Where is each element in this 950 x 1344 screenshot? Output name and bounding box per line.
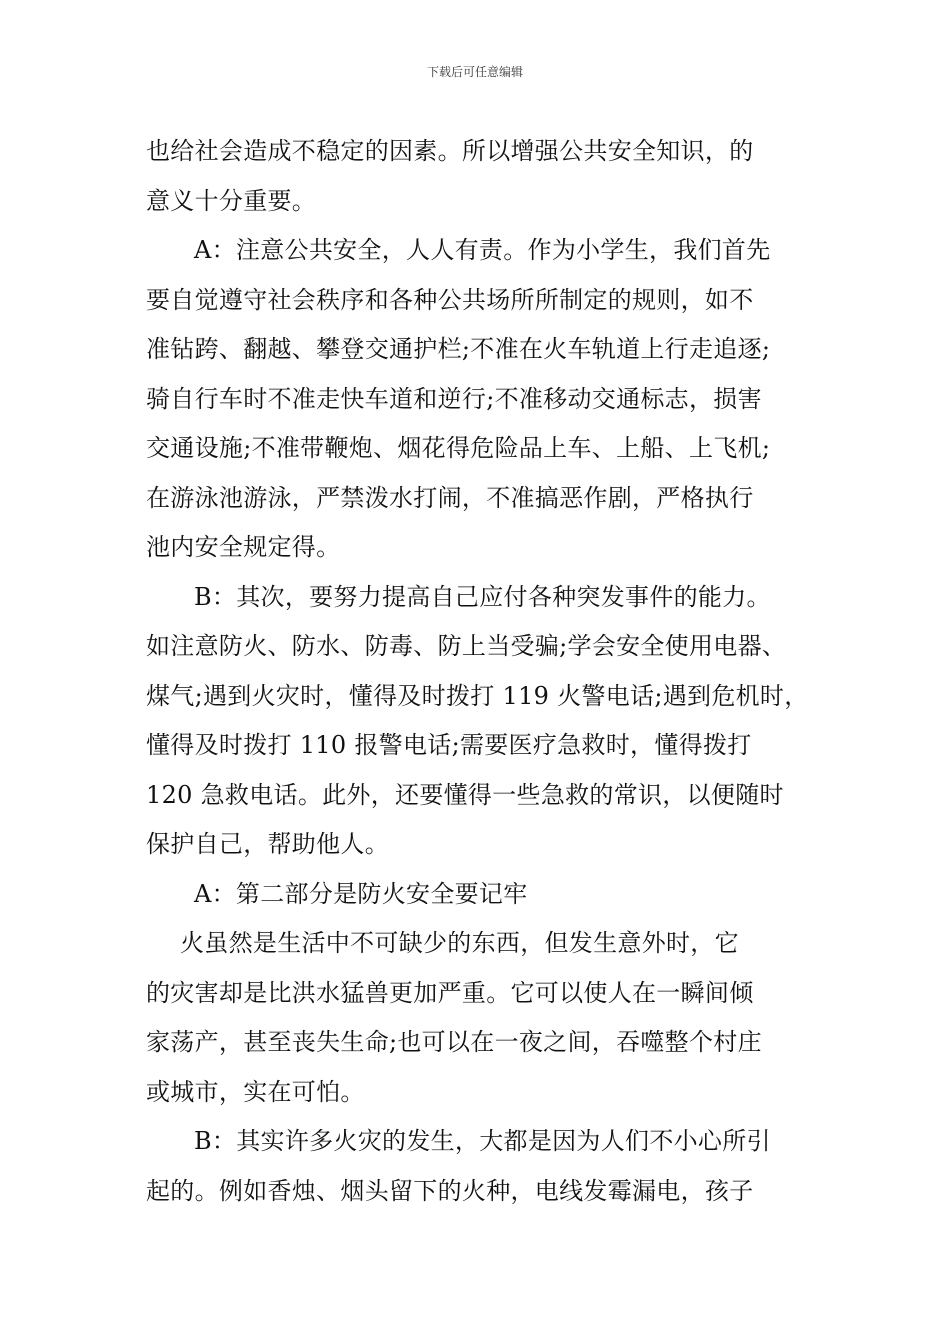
text-line: 起的。例如香烛、烟头留下的火种，电线发霉漏电，孩子 xyxy=(146,1176,754,1205)
text-line: B：其次，要努力提高自己应付各种突发事件的能力。 xyxy=(194,582,771,611)
text-line: 骑自行车时不准走快车道和逆行;不准移动交通标志，损害 xyxy=(146,384,762,413)
text-line: 保护自己，帮助他人。 xyxy=(146,830,389,858)
text-line: 家荡产，甚至丧失生命;也可以在一夜之间，吞噬整个村庄 xyxy=(146,1028,762,1056)
document-body xyxy=(146,127,818,1216)
text-line: 交通设施;不准带鞭炮、烟花得危险品上车、上船、上飞机; xyxy=(146,434,771,462)
text-line: 120 急救电话。此外，还要懂得一些急救的常识，以便随时 xyxy=(146,780,784,809)
text-line: 懂得及时拨打 110 报警电话;需要医疗急救时，懂得拨打 xyxy=(146,731,752,759)
text-line: 要自觉遵守社会秩序和各种公共场所所制定的规则，如不 xyxy=(146,285,754,314)
text-line: 或城市，实在可怕。 xyxy=(146,1077,365,1106)
text-line: 在游泳池游泳，严禁泼水打闹，不准搞恶作剧，严格执行 xyxy=(146,483,754,512)
text-line: A：第二部分是防火安全要记牢 xyxy=(194,879,528,908)
text-line: 煤气;遇到火灾时，懂得及时拨打 119 火警电话;遇到危机时， xyxy=(146,681,809,710)
text-line: 池内安全规定得。 xyxy=(146,533,341,561)
text-line: B：其实许多火灾的发生，大都是因为人们不小心所引 xyxy=(194,1127,771,1155)
text-line: 准钻跨、翻越、攀登交通护栏;不准在火车轨道上行走追逐; xyxy=(146,335,771,363)
text-line: 火虽然是生活中不可缺少的东西，但发生意外时，它 xyxy=(180,929,739,957)
text-line: A：注意公共安全，人人有责。作为小学生，我们首先 xyxy=(194,236,771,264)
text-line: 的灾害却是比洪水猛兽更加严重。它可以使人在一瞬间倾 xyxy=(146,978,754,1007)
page-header: 下载后可任意编辑 xyxy=(426,65,523,79)
text-line: 如注意防火、防水、防毒、防上当受骗;学会安全使用电器、 xyxy=(146,632,787,660)
text-line: 也给社会造成不稳定的因素。所以增强公共安全知识，的 xyxy=(146,137,754,165)
text-line: 意义十分重要。 xyxy=(146,186,317,215)
